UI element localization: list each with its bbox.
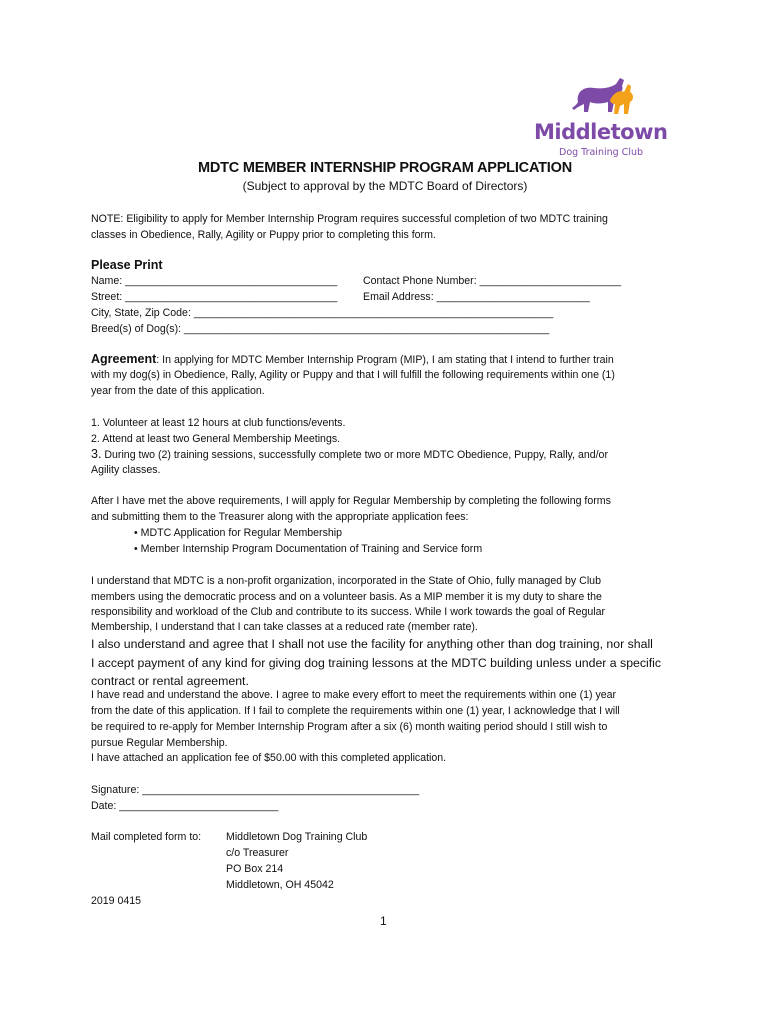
agreement-line-3: year from the date of this application.: [91, 385, 265, 397]
requirement-3: [91, 446, 608, 463]
street-field[interactable]: Street: ____________________________________: [91, 291, 338, 303]
fee-statement: I have attached an application fee of $50.00 with this completed application.: [91, 752, 447, 764]
bullet-regular-membership: • MDTC Application for Regular Membership: [134, 527, 343, 539]
requirement-3-number: 3.: [91, 447, 102, 461]
city-state-zip-field[interactable]: City, State, Zip Code: _____________________________________________________________: [91, 307, 554, 319]
logo-subtitle: Dog Training Club: [559, 147, 644, 158]
email-field[interactable]: Email Address: __________________________: [363, 291, 590, 303]
mail-address-line-1: Middletown Dog Training Club: [226, 831, 368, 843]
form-subtitle: (Subject to approval by the MDTC Board of Directors): [242, 179, 528, 193]
facility-use-line-2: I accept payment of any kind for giving dog training lessons at the MDTC building unless under a specific: [91, 656, 662, 670]
form-version: 2019 0415: [91, 895, 142, 907]
agreement-line-1: [91, 351, 614, 368]
phone-field[interactable]: Contact Phone Number: ________________________: [363, 275, 621, 287]
read-line-3: be required to re-apply for Member Internship Program after a six (6) month waiting period should I still wish to: [91, 721, 608, 733]
name-field[interactable]: Name: ____________________________________: [91, 275, 338, 287]
requirement-1: 1. Volunteer at least 12 hours at club functions/events.: [91, 417, 346, 429]
after-line-1: After I have met the above requirements, I will apply for Regular Membership by completing the following forms: [91, 495, 611, 507]
understand-line-4: Membership, I understand that I can take classes at a reduced rate (member rate).: [91, 621, 478, 633]
mail-label: Mail completed form to:: [91, 831, 202, 843]
note-line-1: NOTE: Eligibility to apply for Member Internship Program requires successful completion of two MDTC training: [91, 213, 608, 225]
logo-wordmark: Middletown: [534, 120, 668, 144]
club-logo: [530, 72, 680, 162]
understand-line-1: I understand that MDTC is a non-profit organization, incorporated in the State of Ohio, fully managed by Club: [91, 575, 601, 587]
understand-line-2: members using the democratic process and on a volunteer basis. As a MIP member it is my duty to share the: [91, 591, 602, 603]
agreement-line-2: with my dog(s) in Obedience, Rally, Agility or Puppy and that I will fulfill the following requirements within one (1): [91, 369, 615, 381]
requirement-3-line-2: Agility classes.: [91, 464, 161, 476]
mail-address-line-4: Middletown, OH 45042: [226, 879, 334, 891]
mail-address-line-2: c/o Treasurer: [226, 847, 289, 859]
read-line-1: I have read and understand the above. I agree to make every effort to meet the requirements within one (1) year: [91, 689, 617, 701]
form-title: MDTC MEMBER INTERNSHIP PROGRAM APPLICATION: [198, 160, 572, 176]
understand-line-3: responsibility and workload of the Club and contribute to its success. While I work towards the goal of Regular: [91, 606, 606, 618]
agreement-label: Agreement: [91, 352, 157, 366]
agreement-text: : In applying for MDTC Member Internship Program (MIP), I am stating that I intend to further train: [156, 354, 614, 366]
after-line-2: and submitting them to the Treasurer along with the appropriate application fees:: [91, 511, 469, 523]
page-number: 1: [380, 914, 387, 928]
date-field[interactable]: Date: ___________________________: [91, 800, 279, 812]
bullet-documentation-form: • Member Internship Program Documentation of Training and Service form: [134, 543, 483, 555]
requirement-3-text: During two (2) training sessions, successfully complete two or more MDTC Obedience, Puppy, Rally, and/or: [101, 449, 608, 461]
requirement-2: 2. Attend at least two General Membership Meetings.: [91, 433, 341, 445]
read-line-4: pursue Regular Membership.: [91, 737, 228, 749]
breed-field[interactable]: Breed(s) of Dog(s): ______________________________________________________________: [91, 323, 550, 335]
signature-field[interactable]: Signature: _______________________________________________: [91, 784, 420, 796]
mail-address-line-3: PO Box 214: [226, 863, 284, 875]
dog-silhouettes-icon: [570, 72, 640, 122]
note-line-2: classes in Obedience, Rally, Agility or Puppy prior to completing this form.: [91, 229, 436, 241]
read-line-2: from the date of this application. If I fail to complete the requirements within one (1) year, I acknowledge that I will: [91, 705, 620, 717]
please-print-heading: Please Print: [91, 258, 163, 272]
facility-use-line-3: contract or rental agreement.: [91, 674, 249, 688]
facility-use-line-1: I also understand and agree that I shall not use the facility for anything other than dog training, nor shall: [91, 637, 653, 651]
